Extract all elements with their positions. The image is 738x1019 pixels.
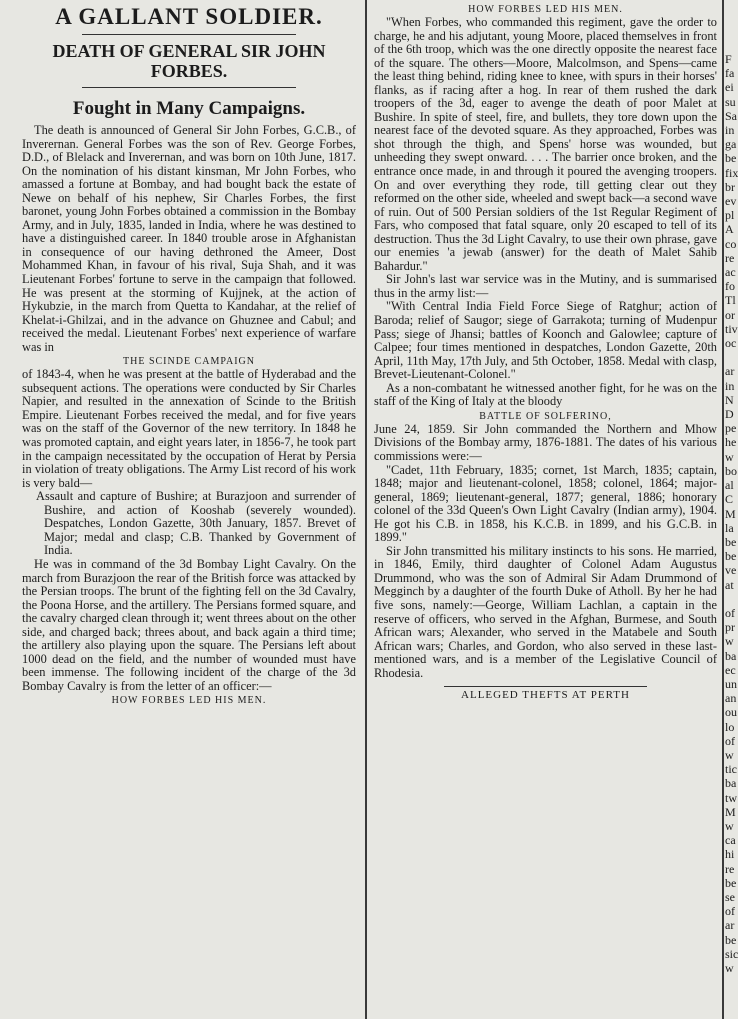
section-heading-how-forbes-1: HOW FORBES LED HIS MEN. [111,695,267,707]
paragraph-commissions: "Cadet, 11th February, 1835; cornet, 1st March, 1835; captain, 1848; major and lieutenant-colonel, 1858; colonel, 1864; major-general, 1869; lieutenant-general, 1877; general, 1886; honorary colonel of the 33d Queen's Own Light Cavalry (Indian army), 1904. He got his C.B. in 1858, his K.C.B. in 1899, and his G.C.B. in 1899." [374,462,717,545]
column-middle [368,0,723,1019]
article-headline: A GALLANT SOLDIER. [55,4,323,29]
paragraph-solferino: June 24, 1859. Sir John commanded the Northern and Mhow Divisions of the Bombay army, 1876-1881. The dates of his various commissions were:— [374,421,717,463]
divider-rule [82,87,296,88]
edge-column-text: F fa ei su Sa in ga be fix br ev pl A co re ac fo Tl or tiv oc ar in N D pe he w bo al C M la be be ve at of pr w ba ec un an ou lo of w tic ba tw M w ca hi re be se of ar be sic w [725,52,738,975]
paragraph-non-combatant: As a non-combatant he witnessed another fight, for he was on the staff of the King of Italy at the bloody [374,380,717,409]
article-subheadline: DEATH OF GENERAL SIR JOHN FORBES. [52,41,326,81]
column-rule [722,0,724,1019]
paragraph-charge: "When Forbes, who commanded this regiment, gave the order to charge, he and his adjutant, young Moore, placed themselves in front of the 6th troop, which was the one directly opposite the nearest face of the square. The others—Moore, Malcolmson, and Spens—came the least thing behind, riding knee to knee, with spurs in their horses' flanks, as if racing after a hog. In rear of them rushed the dark troopers of the 3d, eager to avenge the death of poor Malet at Bushire. In spite of steel, fire, and bullets, they tore down upon the nearest face of the devoted square. As they approached, Forbes was shot through the thigh, and Spens' horse was wounded, but unheeding they swept onward. . . . The barrier once broken, and the entrance once made, in and through it poured the avenging troopers. On and over everything they rode, till getting clear out they reformed on the other side, wheeled and swept back—a second wave of ruin. Out of 500 Persian soldiers of the 1st Regular Regiment of Fars, who composed that fatal square, only 20 escaped to tell of its destruction. Thus the 3d Light Cavalry, to use their own phrase, gave our enemies 'a jewab (answer) for the death of Malet Sahib Bahardur." [374,15,717,273]
paragraph-persia: He was in command of the 3d Bombay Light Cavalry. On the march from Burazjoon the rear of the British force was attacked by the Persian troops. The brunt of the fighting fell on the 3d Cavalry, the Poona Horse, and the artillery. The Persians formed square, and the cavalry charged clean through it; went threes about on the other side, and charged back; threes about, and back again a third time; the artillery also playing upon the square. The Persians left about 1000 dead on the field, and the number of wounded must have been immense. The following incident of the charge of the 3d Bombay Cavalry is from the letter of an officer:— [22,556,356,693]
paragraph-mutiny: Sir John's last war service was in the Mutiny, and is summarised thus in the army list:— [374,272,717,300]
paragraph-scinde: of 1843-4, when he was present at the battle of Hyderabad and the subsequent actions. The operations were conducted by Sir Charles Napier, and resulted in the annexation of Scinde to the British Empire. Lieutenant Forbes received the medal, and for five years was on the staff of the Governor of the new territory. In 1848 he was promoted captain, and eight years later, in 1856-7, he took part in the campaign necessitated by the occupation of Herat by Persia in violation of treaty obligations. The Army List record of his work is very bald— [22,367,356,490]
column-rule [365,0,367,1019]
paragraph-central-india: "With Central India Field Force Siege of Ratghur; action of Baroda; relief of Saugor; siege of Garrakota; turning of Mudenpur Pass; siege of Jhansi; battles of Koonch and Galowlee; capture of Calpee; four times mentioned in despatches, London Gazette, 20th April, 11th May, 17th July, and 5th October, 1858. Medal with clasp, Brevet-Lieutenant-Colonel." [374,299,717,382]
army-list-record: Assault and capture of Bushire; at Burazjoon and surrender of Bushire, and action of Kooshab (severely wounded). Despatches, London Gazette, 30th January, 1857. Brevet of Major; medal and clasp; C.B. Thanked by Government of India. [36,489,356,558]
divider-rule [444,686,647,687]
divider-rule [82,34,296,35]
section-heading-how-forbes-2: HOW FORBES LED HIS MEN. [468,4,623,15]
article-subheadline-2: Fought in Many Campaigns. [72,98,306,119]
column-right-edge [725,0,738,1019]
paragraph-intro: The death is announced of General Sir John Forbes, G.C.B., of Inverernan. General Forbes was the son of Rev. George Forbes, D.D., of Blelack and Inverernan, and was born on 10th June, 1817. On the nomination of his distant kinsman, Mr John Forbes, who amassed a fortune at Bombay, and had bought back the estate of Newe on behalf of his nephew, Sir Charles Forbes, the first baronet, young John Forbes obtained a commission in the Bombay Army, and in July, 1835, landed in India, where he was destined to have a distinguished career. In 1840 trouble arose in Afghanistan in consequence of our having dethroned the Ameer, Dost Mohammed Khan, in favour of his rival, Suja Shah, and it was Lieutenant Forbes' fortune to serve in the campaign that followed. He was present at the storming of Kujjnek, at the action of Hykubzie, in the march from Quetta to Kandahar, at the relief of Khelat-i-Ghilzai, and in the advance on Ghuznee and Cabul; and received the medal. Lieutenant Forbes' next experience of warfare was in [22,123,356,354]
section-heading-solferino: BATTLE OF SOLFERINO, [479,410,612,422]
next-article-headline: ALLEGED THEFTS AT PERTH [461,689,630,702]
column-left [0,0,362,1019]
section-heading-scinde: THE SCINDE CAMPAIGN [123,356,255,368]
paragraph-family: Sir John transmitted his military instincts to his sons. He married, in 1846, Emily, third daughter of Colonel Adam Augustus Drummond, who was the son of Admiral Sir Adam Drummond of Megginch by a daughter of the fourth Duke of Atholl. By her he had five sons, namely:—George, William Lachlan, a captain in the reserve of officers, who served in the Afghan, Burmese, and South African wars; Alexander, who served in the Matabele and South African wars; Charles, and Gordon, who also served in these last-mentioned wars, and is a member of the Legislative Council of Rhodesia. [374,543,717,680]
